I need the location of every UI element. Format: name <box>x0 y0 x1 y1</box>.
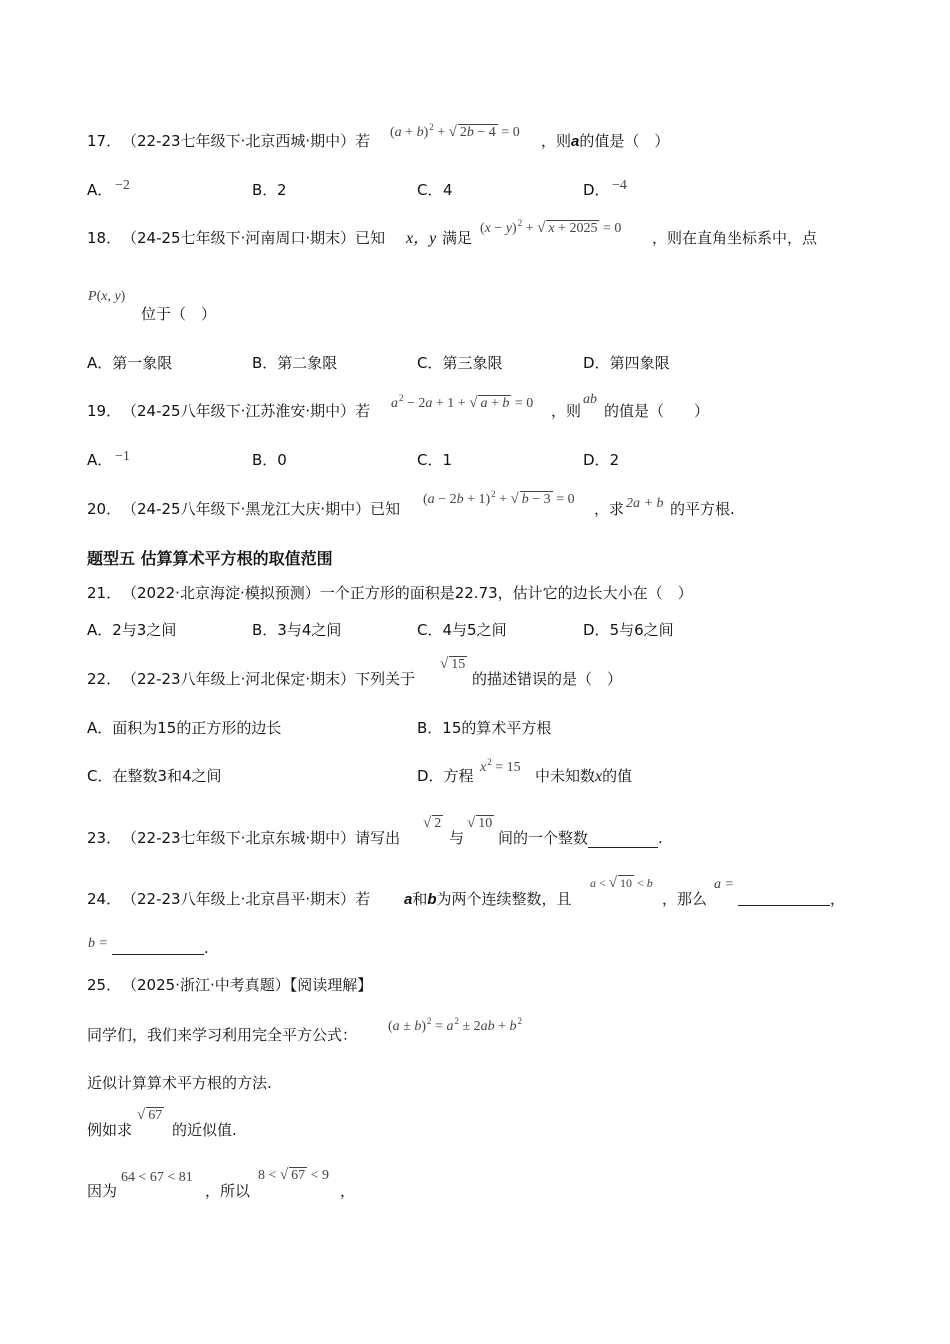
question-22-sqrt15: √ 15 <box>440 656 466 672</box>
question-17-formula: $(a + b)^2$ + √ 2b − 4 = 0 <box>390 122 520 140</box>
answer-blank-a[interactable] <box>738 890 830 906</box>
q25-sqrt67: √ 67 <box>137 1107 163 1123</box>
question-24-b-eq: b = <box>88 936 108 951</box>
question-20-tail-b: 的平方根. <box>670 500 735 518</box>
question-24-number: 24． <box>87 890 122 908</box>
question-18-number: 18． <box>87 229 122 247</box>
question-24-source: （22-23八年级上·北京昌平·期末）若 <box>122 890 371 908</box>
q17-option-b-label: B． <box>252 181 278 199</box>
answer-blank[interactable] <box>588 832 658 848</box>
question-24-comma: ， <box>830 890 846 908</box>
q25-line3-pre: 例如求 <box>87 1121 133 1139</box>
q22-option-a: A．面积为15的正方形的边长 <box>87 719 282 737</box>
q18-option-a: A．第一象限 <box>87 354 173 372</box>
q21-option-a: A．2与3之间 <box>87 621 177 639</box>
question-20-formula: $(a - 2b + 1)^2$ + √ b − 3 = 0 <box>423 489 575 507</box>
question-17-number: 17． <box>87 132 122 150</box>
question-19-formula: $a^2 - 2a + 1$ + √ a + b = 0 <box>391 393 534 411</box>
question-18-formula: $(x - y)^2$ + √ x + 2025 = 0 <box>480 218 622 236</box>
q25-line4-pre: 因为 <box>87 1182 118 1200</box>
q19-option-a-value: −1 <box>115 449 130 464</box>
q19-option-a-label: A． <box>87 451 113 469</box>
question-24-tail: ，那么 <box>662 890 708 908</box>
q25-line3-post: 的近似值. <box>172 1121 237 1139</box>
q22-option-c: C．在整数3和4之间 <box>87 767 222 785</box>
question-20-source: （24-25八年级下·黑龙江大庆·期中）已知 <box>122 500 401 518</box>
q22-option-d-post: 中未知数x的值 <box>535 767 633 785</box>
question-18-tail: ，则在直角坐标系中，点 <box>652 229 818 247</box>
question-23-sqrt2: √ 2 <box>423 815 442 831</box>
question-24-vars: a和b为两个连续整数，且 <box>404 890 572 908</box>
q25-line4-end: ， <box>340 1182 356 1200</box>
question-19-tail-b: 的值是（ ） <box>604 402 710 420</box>
question-17-tail: ，则a的值是（ ） <box>541 132 670 150</box>
q25-inequality-1: 64 < 67 < 81 <box>121 1170 193 1185</box>
question-17-source: （22-23七年级下·北京西城·期中）若 <box>122 132 371 150</box>
question-18-point: P(x, y) <box>88 289 126 304</box>
q21-option-c: C．4与5之间 <box>417 621 507 639</box>
section-title: 题型五 估算算术平方根的取值范围 <box>87 549 333 568</box>
question-23-number: 23． <box>87 829 122 847</box>
q19-option-b: B．0 <box>252 451 287 469</box>
question-21-number: 21． <box>87 584 122 602</box>
q21-option-d: D．5与6之间 <box>583 621 674 639</box>
q17-option-c-label: C． <box>417 181 443 199</box>
question-23-mid: 与 <box>449 829 465 847</box>
q25-line4-mid: ，所以 <box>205 1182 251 1200</box>
q19-option-d: D．2 <box>583 451 620 469</box>
question-22-source: （22-23八年级上·河北保定·期末）下列关于 <box>122 670 416 688</box>
q22-option-d-formula: $x^2 = 15$ <box>480 757 521 775</box>
q25-line1-text: 同学们，我们来学习利用完全平方公式： <box>87 1026 358 1044</box>
question-18-source: （24-25七年级下·河南周口·期末）已知 <box>122 229 386 247</box>
question-25-number: 25． <box>87 976 122 994</box>
question-23-sqrt10: √ 10 <box>467 815 493 831</box>
q18-option-c: C．第三象限 <box>417 354 503 372</box>
question-22-number: 22． <box>87 670 122 688</box>
question-20-tail-a: ，求 <box>594 500 625 518</box>
question-19-expr: ab <box>583 392 597 407</box>
q21-option-b: B．3与4之间 <box>252 621 342 639</box>
question-20-number: 20． <box>87 500 122 518</box>
q25-line2: 近似计算算术平方根的方法. <box>87 1074 272 1092</box>
question-19-number: 19． <box>87 402 122 420</box>
q25-formula: $(a \pm b)^2 = a^2 \pm 2ab + b^2$ <box>388 1016 523 1034</box>
q17-option-c-value: 4 <box>443 181 453 199</box>
question-22-tail: 的描述错误的是（ ） <box>472 670 623 688</box>
q25-inequality-2: 8 < √ 67 < 9 <box>258 1167 330 1183</box>
q18-option-b: B．第二象限 <box>252 354 338 372</box>
q17-option-d-label: D． <box>583 181 610 199</box>
q18-option-d: D．第四象限 <box>583 354 670 372</box>
answer-blank-b[interactable] <box>112 939 204 955</box>
question-24-formula: a < √ 10 < b <box>590 875 653 891</box>
question-23-source: （22-23七年级下·北京东城·期中）请写出 <box>122 829 401 847</box>
question-24-end: . <box>204 939 209 957</box>
q17-option-a-label: A． <box>87 181 113 199</box>
question-19-source: （24-25八年级下·江苏淮安·期中）若 <box>122 402 371 420</box>
question-23-tail: 间的一个整数 . <box>498 829 663 847</box>
q17-option-d-value: −4 <box>612 178 627 193</box>
q17-option-b-value: 2 <box>277 181 287 199</box>
question-24-a-eq: a = <box>714 877 734 892</box>
question-19-tail-a: ，则 <box>551 402 582 420</box>
question-25-source: （2025·浙江·中考真题）【阅读理解】 <box>122 976 373 994</box>
question-18-tail2: 位于（ ） <box>141 305 217 323</box>
question-18-mid: 满足 <box>442 229 473 247</box>
q17-option-a-value: −2 <box>115 178 130 193</box>
question-18-vars: x，y <box>406 230 437 247</box>
question-21-text: （2022·北京海淀·模拟预测）一个正方形的面积是22.73，估计它的边长大小在（ ） <box>122 584 693 602</box>
q22-option-b: B．15的算术平方根 <box>417 719 552 737</box>
question-20-expr: 2a + b <box>626 496 664 511</box>
q19-option-c: C．1 <box>417 451 453 469</box>
q22-option-d-pre: D．方程 <box>417 767 474 785</box>
